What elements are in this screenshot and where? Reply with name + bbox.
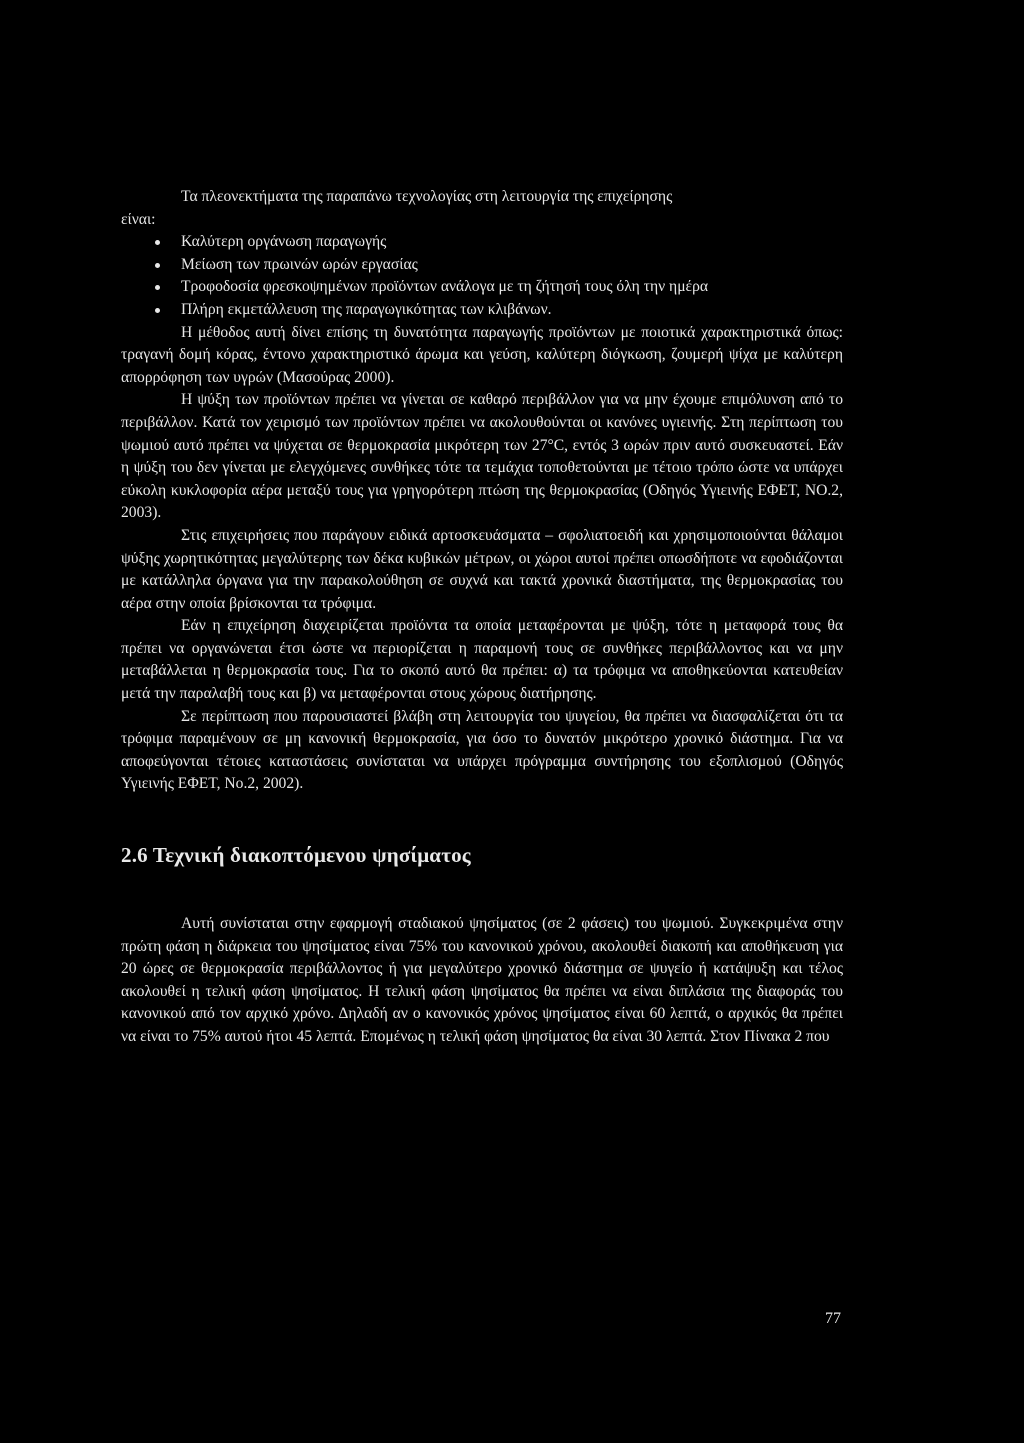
bullet-icon (155, 240, 160, 245)
document-body (121, 186, 843, 1049)
list-item (121, 276, 843, 299)
list-item (121, 254, 843, 277)
list-item (121, 231, 843, 254)
advantages-list (121, 231, 843, 321)
section-heading: 2.6 Τεχνική διακοπτόμενου ψησίματος (121, 843, 471, 868)
bullet-icon (155, 308, 160, 313)
intro-line: Τα πλεονεκτήματα της παραπάνω τεχνολογίας στη λειτουργία της επιχείρησης (181, 188, 673, 205)
list-item (121, 299, 843, 322)
paragraph-quality: Η μέθοδος αυτή δίνει επίσης τη δυνατότητα παραγωγής προϊόντων με ποιοτικά χαρακτηριστικά όπως: τραγανή δομή κόρας, έντονο χαρακτηριστικό άρωμα και γεύση, καλύτερη διόγκωση, ζουμερή ψίχα με καλύτερη απορρόφηση των υγρών (Μασούρας 2000). (121, 323, 843, 386)
list-item-text: Πλήρη εκμετάλλευση της παραγωγικότητας των κλιβάνων. (181, 300, 552, 318)
bullet-icon (155, 263, 160, 268)
paragraph-cold-rooms: Στις επιχειρήσεις που παράγουν ειδικά αρτοσκευάσματα – σφολιατοειδή και χρησιμοποιούνται θάλαμοι ψύξης χωρητικότητας μεγαλύτερης των δέκα κυβικών μέτρων, οι χώροι αυτοί πρέπει οπωσδήποτε να εφοδιάζονται με κατάλληλα όργανα για την παρακολούθηση σε συχνά και τακτά χρονικά διαστήματα, της θερμοκρασίας του αέρα στην οποία βρίσκονται τα τρόφιμα. (121, 526, 843, 612)
paragraph-interrupted-baking: Αυτή συνίσταται στην εφαρμογή σταδιακού ψησίματος (σε 2 φάσεις) του ψωμιού. Συγκεκριμένα στην πρώτη φάση η διάρκεια του ψησίματος είναι 75% του κανονικού χρόνου, ακολουθεί διακοπή και αποθήκευση για 20 ώρες σε θερμοκρασία περιβάλλοντος ή για μεγαλύτερο χρονικό διάστημα σε ψυγείο ή κατάψυξη και τέλος ακολουθεί η τελική φάση ψησίματος. Η τελική φάση ψησίματος θα πρέπει να είναι διπλάσια της διαφοράς του κανονικού από τον αρχικό χρόνο. Δηλαδή αν ο κανονικός χρόνος ψησίματος είναι 60 λεπτά, ο αρχικός θα πρέπει να είναι το 75% αυτού ήτοι 45 λεπτά. Επομένως η τελική φάση ψησίματος θα είναι 30 λεπτά. Στον Πίνακα 2 που (121, 915, 843, 1045)
list-item-text: Καλύτερη οργάνωση παραγωγής (181, 233, 387, 251)
list-item-text: Μείωση των πρωινών ωρών εργασίας (181, 255, 418, 273)
intro-line-continuation: είναι: (121, 210, 156, 228)
paragraph-transport: Εάν η επιχείρηση διαχειρίζεται προϊόντα τα οποία μεταφέρονται με ψύξη, τότε η μεταφορά τους θα πρέπει να οργανώνεται έτσι ώστε να περιορίζεται η παραμονή τους σε συνθήκες περιβάλλοντος και να μην μεταβάλλεται η θερμοκρασία τους. Για το σκοπό αυτό θα πρέπει: α) τα τρόφιμα να αποθηκεύονται κατευθείαν μετά την παραλαβή τους και β) να μεταφέρονται στους χώρους διατήρησης. (121, 617, 843, 703)
bullet-icon (155, 285, 160, 290)
list-item-text: Τροφοδοσία φρεσκοψημένων προϊόντων ανάλογα με τη ζήτησή τους όλη την ημέρα (181, 278, 709, 296)
paragraph-fridge-failure: Σε περίπτωση που παρουσιαστεί βλάβη στη λειτουργία του ψυγείου, θα πρέπει να διασφαλίζεται ότι τα τρόφιμα παραμένουν σε μη κανονική θερμοκρασία, για όσο το δυνατόν μικρότερο χρονικό διάστημα. Για να αποφεύγονται τέτοιες καταστάσεις συνίσταται να υπάρχει πρόγραμμα συντήρησης του εξοπλισμού (Οδηγός Υγιεινής ΕΦΕΤ, No.2, 2002). (121, 707, 843, 793)
page-number: 77 (825, 1310, 841, 1327)
paragraph-cooling: Η ψύξη των προϊόντων πρέπει να γίνεται σε καθαρό περιβάλλον για να μην έχουμε επιμόλυνση από το περιβάλλον. Κατά τον χειρισμό των προϊόντων πρέπει να ακολουθούνται οι κανόνες υγιεινής. Στη περίπτωση του ψωμιού αυτό πρέπει να ψύχεται σε θερμοκρασία μικρότερη των 27°C, εντός 3 ωρών πριν αυτό συσκευαστεί. Εάν η ψύξη του δεν γίνεται με ελεγχόμενες συνθήκες τότε τα τεμάχια τοποθετούνται με τέτοιο τρόπο ώστε να υπάρχει εύκολη κυκλοφορία αέρα μεταξύ τους για γρηγορότερη πτώση της θερμοκρασίας (Οδηγός Υγιεινής ΕΦΕΤ, ΝΟ.2, 2003). (121, 391, 843, 522)
